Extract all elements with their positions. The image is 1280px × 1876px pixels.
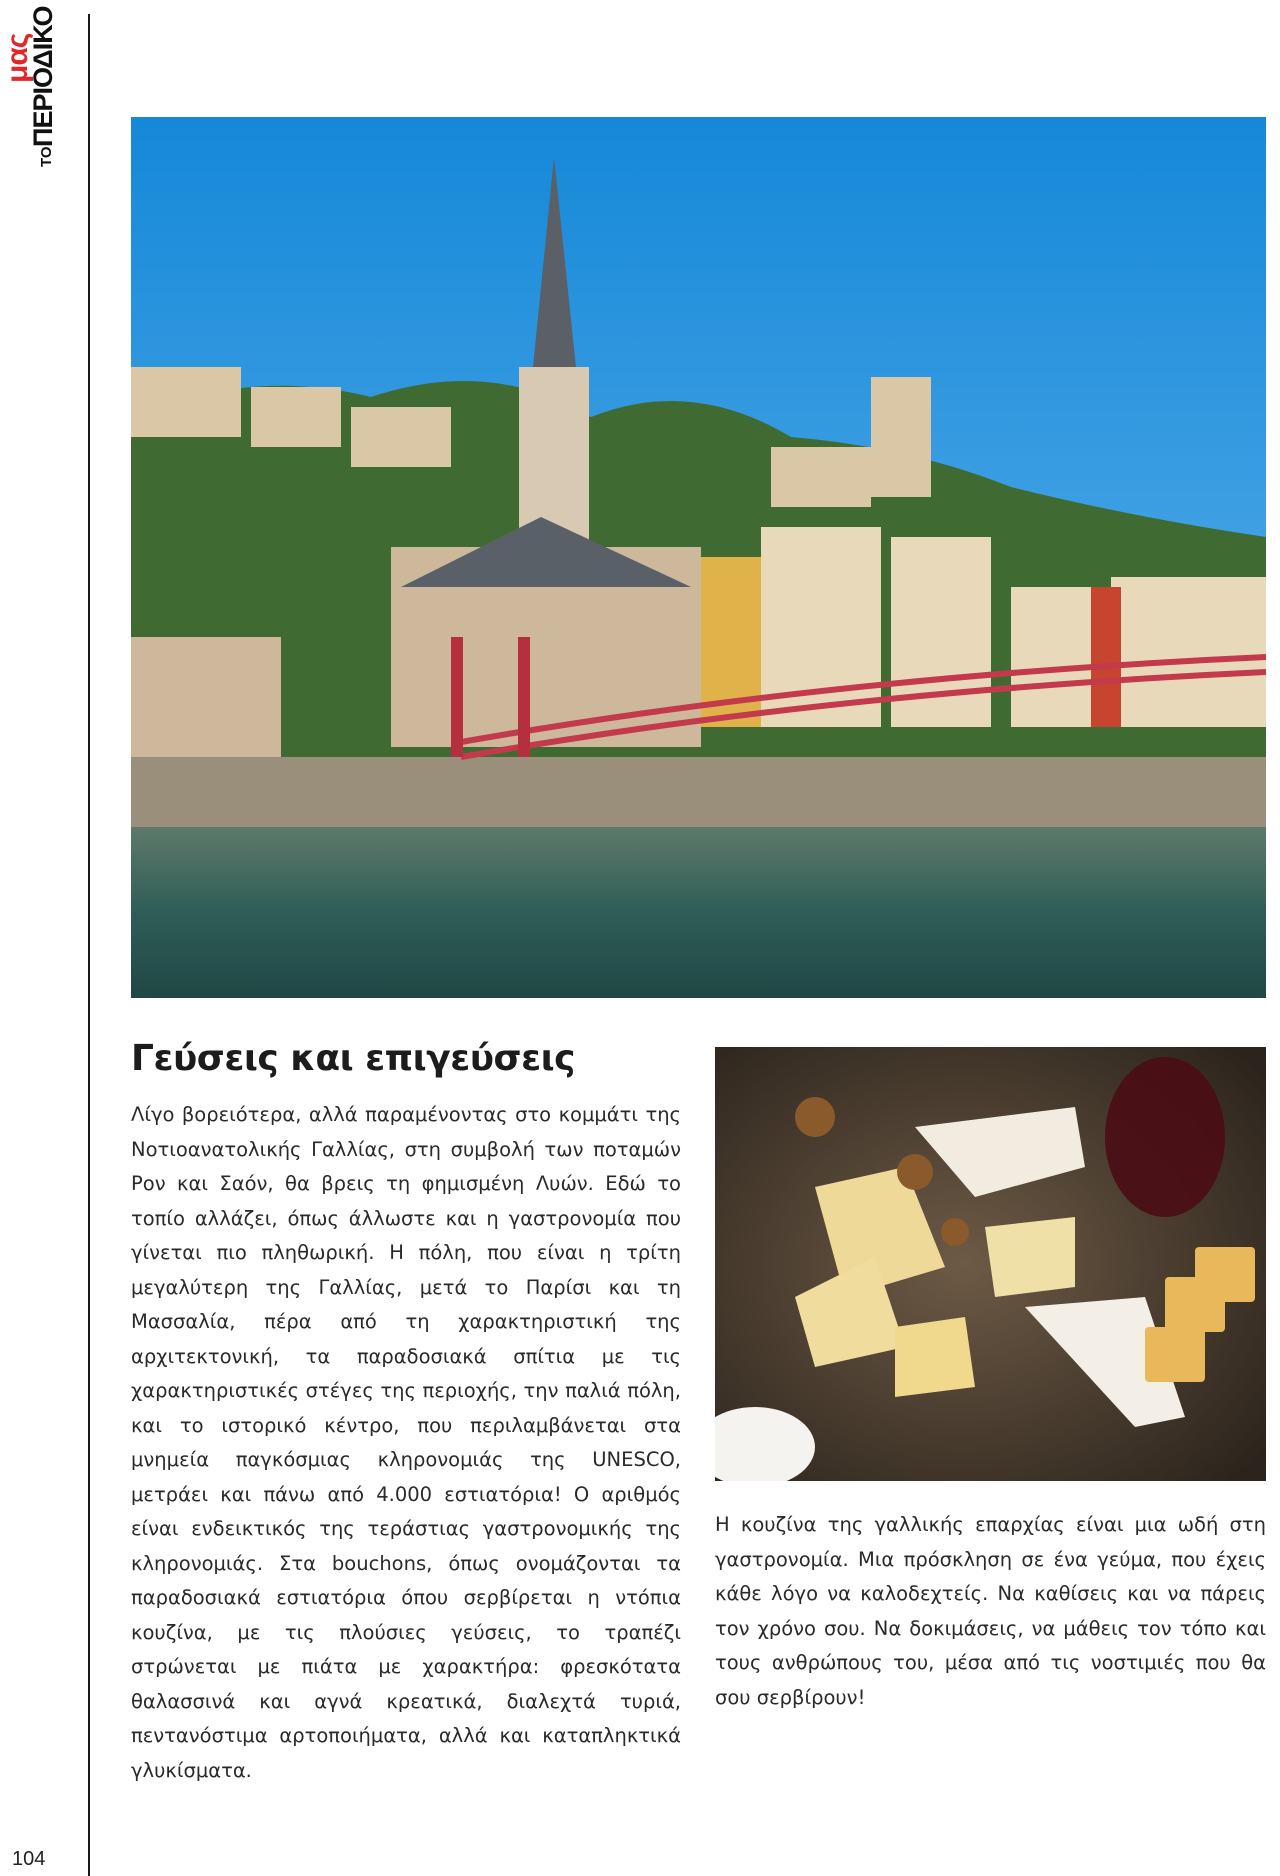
page-number: 104 <box>12 1848 46 1870</box>
logo-name: ΠΕΡΙΟΔΙΚΟ <box>28 6 58 147</box>
logo-suffix: μας <box>1 33 34 83</box>
lyon-riverside-photo <box>131 117 1266 998</box>
cheese-platter-photo <box>715 1047 1266 1481</box>
article-body: Λίγο βορειότερα, αλλά παραμένοντας στο κομμάτι της Νοτιοανατολικής Γαλλίας, στη συμβολή των ποταμών Ρον και Σαόν, θα βρεις τη φημισμένη Λυών. Εδώ το τοπίο αλλάζει, όπως άλλωστε και η γαστρονομία που γίνεται πιο πληθωρική. Η πόλη, που είναι η τρίτη μεγαλύτερη της Γαλλίας, μετά το Παρίσι και τη Μασσαλία, πέρα από τη χαρακτηριστική της αρχιτεκτονική, τα παραδοσιακά σπίτια με τις χαρακτηριστικές στέγες της περιοχής, την παλιά πόλη, και το ιστορικό κέντρο, που περιλαμβάνεται στα μνημεία παγκόσμιας κληρονομιάς της UNESCO, μετράει και πάνω από 4.000 εστιατόρια! Ο αριθμός είναι ενδεικτικός της τεράστιας γαστρονομικής της κληρονομιάς. Στα bouchons, όπως ονομάζονται τα παραδοσιακά εστιατόρια όπου σερβίρεται η ντόπια κουζίνα, με τις πλούσιες γεύσεις, το τραπέζι στρώνεται με πιάτα με χαρακτήρα: φρεσκότατα θαλασσινά και αγνά κρεατικά, διαλεχτά τυριά, πεντανόστιμα αρτοποιήματα, αλλά και καταπληκτικά γλυκίσματα. <box>131 1103 681 1782</box>
photo-caption: Η κουζίνα της γαλλικής επαρχίας είναι μια ωδή στη γαστρονομία. Μια πρόσκληση σε ένα γεύμα, που έχεις κάθε λόγο να καλοδεχτείς. Να καθίσεις και να πάρεις τον χρόνο σου. Να δοκιμάσεις, να μάθεις τον τόπο και τους ανθρώπους του, μέσα από τις νοστιμιές που θα σου σερβίρουν! <box>715 1513 1266 1709</box>
magazine-logo <box>1 6 60 167</box>
logo-prefix: ΤΟ <box>38 146 55 167</box>
article-heading: Γεύσεις και επιγεύσεις <box>131 1038 575 1079</box>
sidebar-rule <box>88 14 90 1876</box>
